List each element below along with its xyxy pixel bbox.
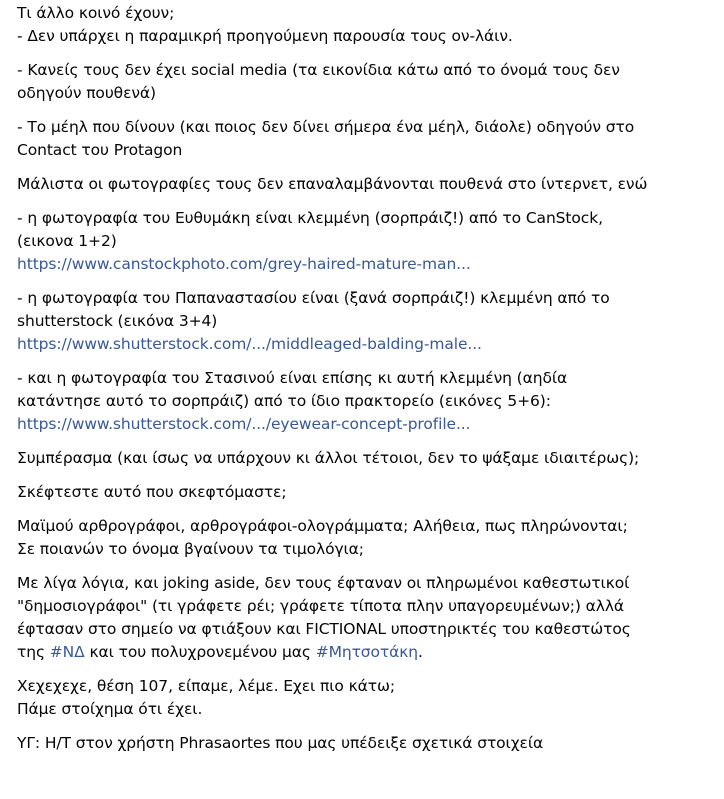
post-body bbox=[17, 2, 717, 766]
text-line: Contact του Protagon bbox=[17, 141, 183, 159]
text-line: Σε ποιανών το όνομα βγαίνουν τα τιμολόγια; bbox=[17, 540, 364, 558]
paragraph-canstock bbox=[17, 207, 717, 276]
text-fragment: της bbox=[17, 643, 50, 661]
text-line: Μαϊμού αρθρογράφοι, αρθρογράφοι-ολογράμματα; Αλήθεια, πως πληρώνονται; bbox=[17, 517, 628, 535]
text-line: "δημοσιογράφοι" (τι γράφετε ρέι; γράφετε τίποτα πλην υπαγορευμένων;) αλλά bbox=[17, 597, 625, 615]
text-fragment: . bbox=[418, 643, 423, 661]
shutterstock-balding-link[interactable]: https://www.shutterstock.com/.../middleaged-balding-male... bbox=[17, 335, 482, 353]
text-line: (εικονα 1+2) bbox=[17, 232, 117, 250]
hashtag-nd-link[interactable]: #ΝΔ bbox=[49, 643, 85, 661]
text-line: - και η φωτογραφία του Στασινού είναι επίσης κι αυτή κλεμμένη (αηδία bbox=[17, 369, 568, 387]
text-line: - Δεν υπάρχει η παραμικρή προηγούμενη παρουσία τους ον-λάιν. bbox=[17, 27, 513, 45]
text-line: Τι άλλο κοινό έχουν; bbox=[17, 4, 175, 22]
text-line: έφτασαν στο σημείο να φτιάξουν και FICTIONAL υποστηρικτές του καθεστώτος bbox=[17, 620, 631, 638]
paragraph-photos bbox=[17, 173, 717, 196]
hashtag-mitsotakis-link[interactable]: #Μητσοτάκη bbox=[315, 643, 419, 661]
text-line: - η φωτογραφία του Ευθυμάκη είναι κλεμμένη (σορπράιζ!) από το CanStock, bbox=[17, 209, 603, 227]
text-line: Σκέφτεστε αυτό που σκεφτόμαστε; bbox=[17, 483, 287, 501]
text-fragment: και του πολυχρονεμένου μας bbox=[84, 643, 316, 661]
text-line: - η φωτογραφία του Παπαναστασίου είναι (ξανά σορπράιζ!) κλεμμένη από το bbox=[17, 289, 610, 307]
text-line: κατάντησε αυτό το σορπράιζ) από το ίδιο πρακτορείο (εικόνες 5+6): bbox=[17, 392, 551, 410]
shutterstock-eyewear-link[interactable]: https://www.shutterstock.com/.../eyewear-concept-profile... bbox=[17, 415, 471, 433]
text-line: οδηγούν πουθενά) bbox=[17, 84, 156, 102]
text-line: Με λίγα λόγια, και joking aside, δεν τους έφταναν οι πληρωμένοι καθεστωτικοί bbox=[17, 574, 630, 592]
paragraph-shutterstock-2 bbox=[17, 367, 717, 436]
paragraph-questions bbox=[17, 515, 717, 561]
paragraph-shutterstock-1 bbox=[17, 287, 717, 356]
paragraph-intro bbox=[17, 2, 717, 48]
paragraph-email bbox=[17, 116, 717, 162]
paragraph-think bbox=[17, 481, 717, 504]
paragraph-social-media bbox=[17, 59, 717, 105]
text-line: Πάμε στοίχημα ότι έχει. bbox=[17, 700, 203, 718]
text-line: Μάλιστα οι φωτογραφίες τους δεν επαναλαμβάνονται πουθενά στο ίντερνετ, ενώ bbox=[17, 175, 648, 193]
text-line: - Το μέηλ που δίνουν (και ποιος δεν δίνει σήμερα ένα μέηλ, διάολε) οδηγούν στο bbox=[17, 118, 635, 136]
paragraph-conclusion bbox=[17, 447, 717, 470]
paragraph-joking-aside bbox=[17, 572, 717, 664]
text-line: ΥΓ: Η/Τ στον χρήστη Phrasaortes που μας υπέδειξε σχετικά στοιχεία bbox=[17, 734, 544, 752]
text-line-hashtags bbox=[17, 641, 717, 664]
text-line: - Κανείς τους δεν έχει social media (τα εικονίδια κάτω από το όνομά τους δεν bbox=[17, 61, 620, 79]
text-line: shutterstock (εικόνα 3+4) bbox=[17, 312, 218, 330]
text-line: Συμπέρασμα (και ίσως να υπάρχουν κι άλλοι τέτοιοι, δεν το ψάξαμε ιδιαιτέρως); bbox=[17, 449, 640, 467]
paragraph-bet bbox=[17, 675, 717, 721]
text-line: Χεχεχεχε, θέση 107, είπαμε, λέμε. Εχει πιο κάτω; bbox=[17, 677, 396, 695]
paragraph-ps bbox=[17, 732, 717, 755]
canstock-link[interactable]: https://www.canstockphoto.com/grey-haired-mature-man... bbox=[17, 255, 471, 273]
